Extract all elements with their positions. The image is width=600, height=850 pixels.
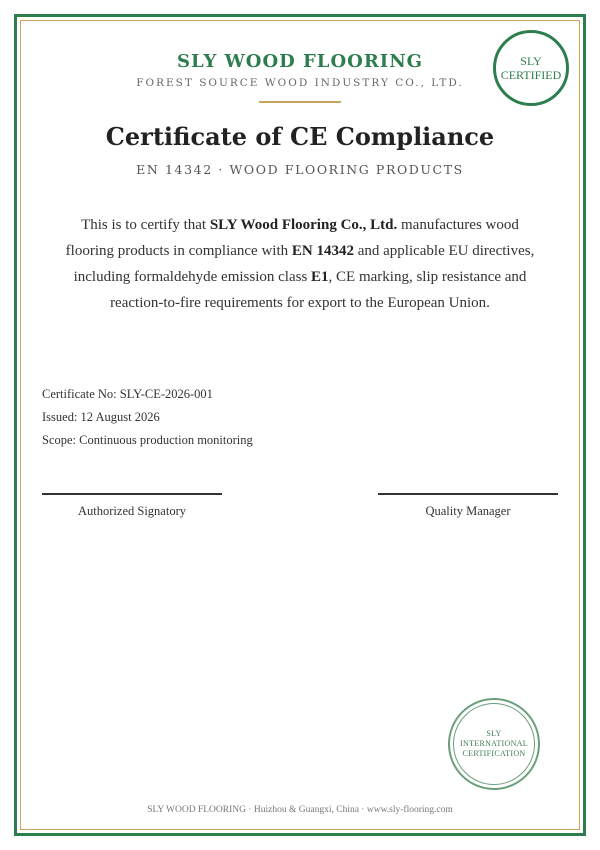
statement-class: E1 — [311, 269, 329, 285]
seal-line1: SLY — [486, 729, 502, 738]
statement-standard: EN 14342 — [291, 243, 354, 259]
statement-company: SLY Wood Flooring Co., Ltd. — [209, 217, 398, 233]
signature-line-authorized — [42, 493, 222, 495]
signature-label-authorized: Authorized Signatory — [78, 504, 186, 518]
certificate-subtitle: EN 14342 · WOOD FLOORING PRODUCTS — [136, 162, 464, 177]
certified-seal-line2: CERTIFIED — [500, 68, 562, 82]
statement-text-4: , CE marking, slip resistance and reaction-to-fire requirements for export to the European Union. — [110, 269, 527, 311]
certificate-title: Certificate of CE Compliance — [105, 122, 495, 151]
company-subtitle: FOREST SOURCE WOOD INDUSTRY CO., LTD. — [136, 77, 464, 89]
seal-inner-ring — [453, 703, 535, 785]
seal-line3: CERTIFICATION — [462, 749, 526, 758]
certificate-scope: Scope: Continuous production monitoring — [42, 433, 253, 447]
company-name: SLY WOOD FLOORING — [176, 51, 424, 72]
international-certification-seal — [448, 698, 540, 790]
certificate-details — [42, 383, 253, 452]
signature-line-quality — [378, 493, 558, 495]
certificate-number: Certificate No: SLY-CE-2026-001 — [42, 387, 213, 401]
statement-text-3: and applicable EU directives, including formaldehyde emission class — [73, 243, 535, 285]
seal-line2: INTERNATIONAL — [460, 739, 528, 748]
certification-statement — [60, 212, 540, 316]
statement-text-2: manufactures wood flooring products in compliance with — [65, 217, 519, 259]
gold-divider — [259, 101, 341, 103]
statement-text-1: This is to certify that — [81, 217, 210, 233]
certified-seal-line1: SLY — [520, 54, 542, 68]
signature-label-quality: Quality Manager — [425, 504, 511, 518]
issue-date: Issued: 12 August 2026 — [42, 410, 160, 424]
certificate-footer: SLY WOOD FLOORING · Huizhou & Guangxi, China · www.sly-flooring.com — [147, 805, 453, 815]
certified-seal — [493, 30, 569, 106]
